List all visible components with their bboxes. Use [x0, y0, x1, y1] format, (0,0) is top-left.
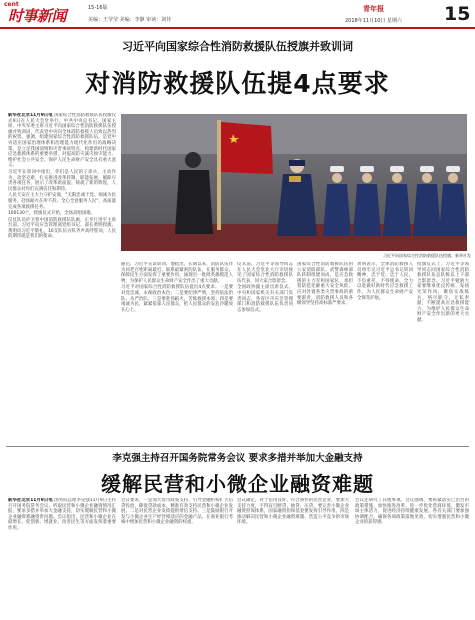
story2-headline: 缓解民营和小微企业融资难题	[101, 472, 374, 496]
story2-paragraph: 国务院总理李克强11月9日主持召开国务院常务会议，听取民营和小微企业融资情况汇报，要求多措并举加大金融支持，切实缓解民营和小微企业融资难融资贵问题。会议指出，民营和小微企业在稳增长、促创新、增就业、改善民生等方面发挥着重要作用。	[8, 498, 116, 531]
page-header	[0, 0, 475, 26]
story1-paragraph: 黄明表示，全体消防救援人员将牢记习近平总书记训词精神，忠于党、忠于人民，不负重托，不辱使命，全力以赴做好新时代应急救援工作，为人民群众生命财产安全保驾护航。	[357, 262, 413, 301]
story2-paragraph: 会议还研究了其他事项。会议强调，要抓紧落实已出台的政策措施，加快推进改革，进一步优化营商环境，激发市场主体活力，促进经济持续健康发展。各有关部门要加强协调配合，确保各项政策落地见效，切实增强民营和小微企业的获得感。	[355, 498, 469, 526]
story1-paragraph: 仪式前，习近平等领导同志在人民大会堂北大厅亲切接见了国家综合性消防救援队伍代表，同大家合影留念。	[237, 262, 293, 284]
story2-paragraph: 会议确定，对于信用良好、符合条件的民营企业，要加大支持力度，不得盲目断贷、抽贷、压贷。要完善小微企业融资担保体系，国家融资担保基金要发挥引导作用。四是推动解决民营和小微企业融资难题，营造公平竞争的市场环境。	[237, 498, 349, 526]
story1-paragraph: 习近平对国家综合性消防救援队伍提出4点要求。一是要对党忠诚，永葆政治本色；二是要纪律严明，坚持依法治队、从严治队；三是要赴汤蹈火，苦练救援本领；四是要竭诚为民，紧紧依靠人民群众，把人民群众的安危冷暖放在心上。	[121, 285, 233, 313]
editor-credits: 美编：王莹莹 美编：李静 审读：刘佳	[88, 17, 172, 23]
page-range: 15-16版	[88, 5, 108, 11]
story1-column-2	[121, 262, 233, 446]
story1-paragraph: 全国政协副主席出席仪式。中央和国家机关有关部门负责同志，各省区市应急管理部门和消防救援队伍负责同志参加仪式。	[237, 285, 293, 313]
story1-paragraph: 授旗仪式上，习近平等领导同志同国家综合性消防救援队伍总队级以上干部合影留念。习近平勉励大家要继承优良传统、发扬光荣作风，聚焦实战练兵，恪尽职守、无私奉献，不断提高应急救援能力，为维护人民群众生命财产安全作出新的更大贡献。	[417, 262, 469, 323]
logo-small-text: cent	[4, 1, 19, 8]
story1-paragraph: 随后，习近平宣读训词。他指出，长期以来，消防队伍作为同老百姓距离最近、联系最紧密的队伍，在服务群众、保障民生方面发挥了重要作用，涌现出一批批英雄模范人物，为保护人民群众生命财产安全作出了重大贡献。	[121, 262, 233, 284]
story2-subhead: 李克强主持召开国务院常务会议 要求多措并举加大金融支持	[112, 453, 363, 464]
story1-column-4	[297, 262, 353, 446]
story2-column-2	[121, 498, 233, 616]
story1-column-5	[357, 262, 413, 446]
story2-paragraph: 会议要求，一是加大货币政策支持，引导金融机构扩大信贷投放、降低贷款成本，精准有效支持民营和小微企业发展。二是对民营企业发债提供增信支持。三是鼓励银行开发与小微企业生产经营相适应的金融产品，在商业银行考核中增加民营和小微企业融资的权重。	[121, 498, 233, 526]
story1-paragraph: 仪仗队员护卫着中国消防救援队队旗，正步行进至主席台前。习近平向应急管理部党组书记、部长黄明授旗，黄明向习近平敬礼。16支队伍方阵齐声高呼誓词，人民的期待就是我们的使命。	[8, 217, 116, 240]
section-logo: 时事新闻	[8, 7, 67, 25]
story2-byline: 新华社北京11月9日电	[8, 498, 53, 503]
story1-paragraph: 国家综合性消防救援队伍由公安消防部队、武警森林部队转制组建而成，是应急救援的主力军和国家队，承担着防范化解重大安全风险、应对处置各类灾害事故的重要职责，消防救援人员和各级领导坚持高标准严要求。	[297, 262, 353, 307]
story1-column-1	[8, 113, 116, 449]
story1-column-3	[237, 262, 293, 446]
story1-paragraph: 人民天安在主大力守护安康，"无限忠诚于党、竭诚为民服务、赴汤蹈火在所不辞、全心全意服务人民"，高质量完成各项救援任务。	[8, 193, 116, 210]
story2-column-3	[237, 498, 349, 616]
issue-date: 2018年11月10日 星期六	[345, 18, 403, 24]
page-number: 15	[444, 3, 471, 25]
story1-paragraph: 习近平在训词中指出，你们是人民的子弟兵，主动作为、攻坚克难，扎实推进改革转制、职能拓展，履职尽责各项任务，展示了改革新面貌、铸就了新的辉煌，人民群众对你们充满信任和期待。	[8, 169, 116, 192]
story2-column-1	[8, 498, 116, 616]
story1-photo	[121, 114, 467, 251]
story1-paragraph: 国家综合性消防救援队伍授旗仪式9日在人民大会堂举行。中共中央总书记、国家主席、中央军委主席习近平向国家综合性消防救援队伍授旗并致训词，代表党中央向全体消防救援人员致以热烈的祝贺。强调，组建国家综合性消防救援队伍，是党中央适应国家治理体系和治理能力现代化作出的战略决策，是立足我国国情和灾害事故特点、构建新时代国家应急救援体系的重要举措，对提高防灾减灾救灾能力、维护社会公共安全、保护人民生命财产安全具有重大意义。	[8, 113, 116, 169]
story-divider	[6, 446, 469, 447]
story2-column-4	[355, 498, 469, 616]
story1-photo-caption: 习近平向国家综合性消防救援队伍授旗。新华社发	[383, 253, 471, 258]
story1-column-6	[417, 262, 469, 446]
story1-paragraph: 100130个，授旗仪式开始，全场高唱国歌。	[8, 211, 96, 217]
story1-subhead: 习近平向国家综合性消防救援队伍授旗并致训词	[122, 40, 353, 53]
newspaper-logo: 青年报	[363, 5, 384, 13]
story1-headline: 对消防救援队伍提4点要求	[85, 69, 390, 98]
header-rule	[0, 27, 475, 29]
award-ceremony-photo	[121, 114, 467, 251]
story1-byline: 新华社北京11月9日电	[8, 113, 53, 118]
